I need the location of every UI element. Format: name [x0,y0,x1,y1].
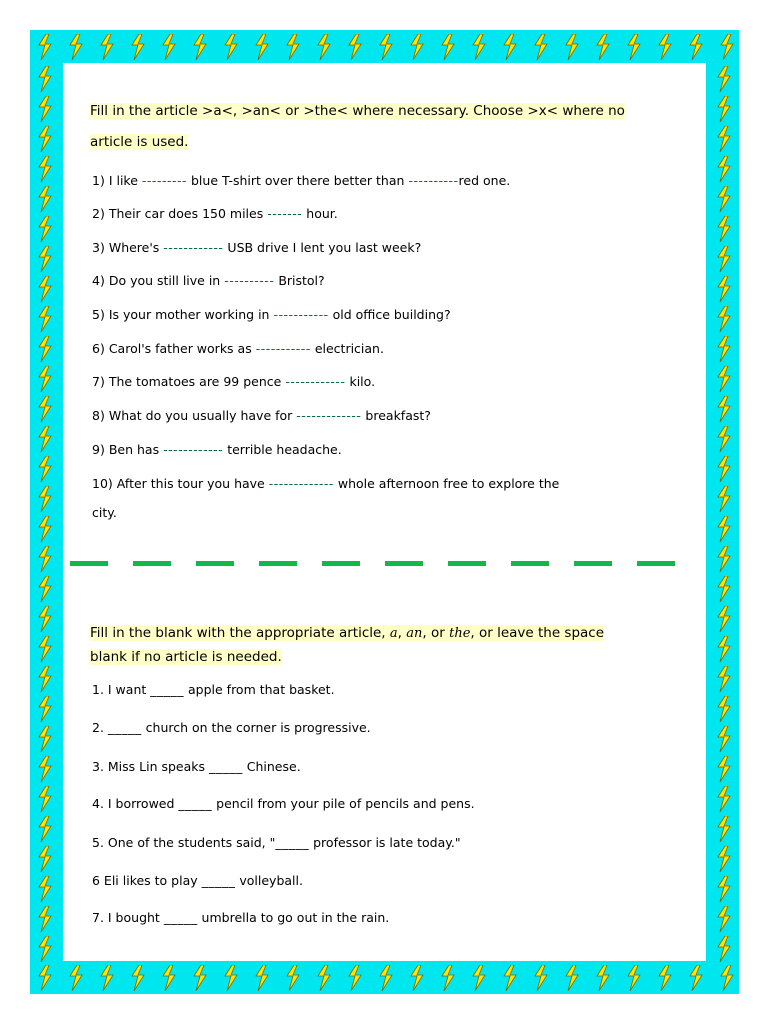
lightning-bolt-icon [717,666,731,692]
article-the: the [449,626,471,641]
answer-blank[interactable]: ----------- [273,307,329,322]
lightning-bolt-icon [348,965,362,991]
lightning-bolt-icon [717,306,731,332]
question-5 [92,307,451,322]
lightning-bolt-icon [534,965,548,991]
lightning-bolt-icon [717,186,731,212]
answer-blank[interactable]: _____ [209,759,243,774]
lightning-bolt-icon [286,34,300,60]
lightning-bolt-icon [193,34,207,60]
lightning-bolt-icon [658,965,672,991]
section-divider [70,561,700,567]
question-text-end: Bristol? [278,273,325,288]
lightning-bolt-icon [162,34,176,60]
question-text: Ben has [108,442,160,457]
question-text: Is your mother working in [108,307,270,322]
lightning-bolt-icon [286,965,300,991]
lightning-bolt-icon [717,66,731,92]
instruction2-line-2: blank if no article is needed. [90,649,282,665]
exercise-6 [92,873,303,888]
lightning-bolt-icon [38,606,52,632]
section1-instructions [90,95,690,157]
exercise-text-end: umbrella to go out in the rain. [201,910,390,925]
lightning-bolt-icon [596,34,610,60]
answer-blank-2[interactable]: ---------- [408,173,459,188]
question-4 [92,273,325,288]
lightning-bolt-icon [100,34,114,60]
lightning-bolt-icon [717,126,731,152]
instruction2-text-end: , or leave the space [470,625,605,641]
question-6 [92,341,384,356]
section2-instructions [90,621,690,668]
lightning-bolt-icon [162,965,176,991]
lightning-bolt-icon [224,965,238,991]
question-number: 1) [92,173,105,188]
question-8 [92,408,431,423]
instruction2-line-1 [90,625,604,641]
lightning-bolt-icon [38,756,52,782]
lightning-bolt-icon [38,696,52,722]
question-number: 3) [92,240,105,255]
lightning-bolt-icon [717,906,731,932]
answer-blank[interactable]: _____ [150,682,185,697]
divider-dash [196,561,234,566]
lightning-bolt-icon [717,96,731,122]
lightning-bolt-icon [565,34,579,60]
lightning-bolt-icon [717,606,731,632]
lightning-bolt-icon [717,396,731,422]
question-7 [92,374,375,389]
answer-blank[interactable]: ------- [267,206,303,221]
exercise-text: 5. One of the students said, " [92,835,276,850]
lightning-bolt-icon [255,34,269,60]
lightning-bolt-icon [38,396,52,422]
divider-dash [637,561,675,566]
question-text-end: hour. [306,206,338,221]
exercise-text: 3. Miss Lin speaks [92,759,206,774]
question-text: What do you usually have for [108,408,293,423]
question-10 [92,476,559,520]
question-number: 9) [92,442,105,457]
question-text: I like [108,173,138,188]
lightning-bolt-icon [717,246,731,272]
question-text: The tomatoes are 99 pence [108,374,282,389]
instruction-line-1: Fill in the article >a<, >an< or >the< where necessary. Choose >x< where no [90,103,625,119]
divider-dash [259,561,297,566]
exercise-text: 1. I want [92,682,147,697]
lightning-bolt-icon [100,965,114,991]
lightning-bolt-icon [503,34,517,60]
lightning-bolt-icon [38,276,52,302]
lightning-bolt-icon [69,965,83,991]
exercise-1 [92,682,335,697]
lightning-bolt-icon [38,216,52,242]
question-number: 5) [92,307,105,322]
divider-dash [574,561,612,566]
lightning-bolt-icon [38,576,52,602]
question-text-end: terrible headache. [227,442,342,457]
lightning-bolt-icon [38,306,52,332]
lightning-bolt-icon [717,516,731,542]
question-text: After this tour you have [116,476,265,491]
instruction-line-2: article is used. [90,134,189,150]
question-number: 10) [92,476,113,491]
question-1 [92,173,510,188]
exercise-text-end: Chinese. [246,759,301,774]
question-2 [92,206,338,221]
lightning-bolt-icon [38,906,52,932]
exercise-text: 6 Eli likes to play [92,873,198,888]
question-text: Carol's father works as [108,341,252,356]
lightning-bolt-icon [441,34,455,60]
exercise-text-end: apple from that basket. [188,682,335,697]
divider-dash [322,561,360,566]
lightning-bolt-icon [565,965,579,991]
lightning-bolt-icon [38,96,52,122]
question-text: Where's [108,240,160,255]
lightning-bolt-icon [720,965,734,991]
exercise-text-end: pencil from your pile of pencils and pens. [216,796,475,811]
divider-dash [511,561,549,566]
answer-blank[interactable]: _____ [275,835,310,850]
exercise-text-end: professor is late today." [313,835,461,850]
question-text-end: electrician. [314,341,384,356]
answer-blank[interactable]: ------------ [285,374,346,389]
answer-blank[interactable]: ------------ [163,442,224,457]
lightning-bolt-icon [410,965,424,991]
lightning-bolt-icon [627,965,641,991]
question-number: 6) [92,341,105,356]
divider-dash [70,561,108,566]
question-number: 8) [92,408,105,423]
question-continuation: city. [92,505,117,520]
instruction2-text: Fill in the blank with the appropriate article, [90,625,386,641]
answer-blank[interactable]: _____ [201,873,236,888]
lightning-bolt-icon [717,696,731,722]
exercise-7 [92,910,389,925]
lightning-bolt-icon [596,965,610,991]
exercise-2 [92,720,371,735]
answer-blank[interactable]: _____ [107,720,142,735]
answer-blank[interactable]: ----------- [255,341,311,356]
exercise-3 [92,759,301,774]
exercise-text: 7. I bought [92,910,160,925]
comma-or: , or [422,625,445,641]
question-9 [92,442,342,457]
lightning-bolt-icon [717,366,731,392]
exercise-text-end: volleyball. [239,873,303,888]
lightning-bolt-icon [627,34,641,60]
lightning-bolt-icon [534,34,548,60]
lightning-bolt-icon [224,34,238,60]
lightning-bolt-icon [38,126,52,152]
answer-blank[interactable]: ---------- [224,273,275,288]
question-text-end: USB drive I lent you last week? [227,240,422,255]
lightning-bolt-icon [717,426,731,452]
lightning-bolt-icon [717,336,731,362]
lightning-bolt-icon [720,34,734,60]
lightning-bolt-icon [717,456,731,482]
divider-dash [385,561,423,566]
question-text: Their car does 150 miles [108,206,264,221]
lightning-bolt-icon [38,936,52,962]
lightning-bolt-icon [38,66,52,92]
lightning-bolt-icon [717,816,731,842]
question-text-end: blue T-shirt over there better than [191,173,405,188]
answer-blank[interactable]: _____ [163,910,198,925]
question-text-end: whole afternoon free to explore the [337,476,560,491]
lightning-bolt-icon [717,936,731,962]
lightning-bolt-icon [379,34,393,60]
divider-dash [133,561,171,566]
lightning-bolt-icon [38,786,52,812]
lightning-bolt-icon [38,876,52,902]
lightning-bolt-icon [38,246,52,272]
lightning-bolt-icon [38,636,52,662]
lightning-bolt-icon [38,486,52,512]
question-number: 7) [92,374,105,389]
lightning-bolt-icon [472,965,486,991]
lightning-bolt-icon [38,816,52,842]
lightning-bolt-icon [38,336,52,362]
lightning-bolt-icon [472,34,486,60]
lightning-bolt-icon [410,34,424,60]
lightning-bolt-icon [193,965,207,991]
lightning-bolt-icon [69,34,83,60]
lightning-bolt-icon [38,366,52,392]
lightning-bolt-icon [131,34,145,60]
question-text: Do you still live in [108,273,221,288]
question-text-end: breakfast? [365,408,431,423]
lightning-bolt-icon [38,456,52,482]
lightning-bolt-icon [658,34,672,60]
answer-blank[interactable]: --------- [141,173,188,188]
lightning-bolt-icon [717,546,731,572]
question-text-end: old office building? [332,307,451,322]
lightning-bolt-icon [717,576,731,602]
lightning-bolt-icon [317,34,331,60]
lightning-bolt-icon [38,965,52,991]
lightning-bolt-icon [441,965,455,991]
lightning-bolt-icon [131,965,145,991]
lightning-bolt-icon [38,156,52,182]
lightning-bolt-icon [717,756,731,782]
lightning-bolt-icon [717,786,731,812]
lightning-bolt-icon [717,636,731,662]
lightning-bolt-icon [717,846,731,872]
lightning-bolt-icon [717,276,731,302]
lightning-bolt-icon [689,34,703,60]
lightning-bolt-icon [38,846,52,872]
article-a: a [389,626,398,641]
question-number: 4) [92,273,105,288]
lightning-bolt-icon [38,186,52,212]
lightning-bolt-icon [717,156,731,182]
lightning-bolt-icon [689,965,703,991]
question-text-end-2: red one. [458,173,511,188]
comma: , [397,625,402,641]
lightning-bolt-icon [503,965,517,991]
lightning-bolt-icon [379,965,393,991]
lightning-bolt-icon [38,726,52,752]
lightning-bolt-icon [717,726,731,752]
lightning-bolt-icon [38,516,52,542]
answer-blank[interactable]: ------------ [163,240,224,255]
question-text-end: kilo. [349,374,376,389]
article-an: an [406,626,423,641]
lightning-bolt-icon [348,34,362,60]
exercise-5 [92,835,461,850]
lightning-bolt-icon [255,965,269,991]
answer-blank[interactable]: ------------- [296,408,362,423]
lightning-bolt-icon [717,876,731,902]
exercise-text-end: church on the corner is progressive. [145,720,371,735]
question-3 [92,240,421,255]
answer-blank[interactable]: _____ [178,796,213,811]
lightning-bolt-icon [38,426,52,452]
question-number: 2) [92,206,105,221]
exercise-text: 2. [92,720,104,735]
lightning-bolt-icon [717,216,731,242]
exercise-4 [92,796,475,811]
exercise-text: 4. I borrowed [92,796,175,811]
divider-dash [448,561,486,566]
lightning-bolt-icon [38,666,52,692]
lightning-bolt-icon [317,965,331,991]
answer-blank[interactable]: ------------- [268,476,334,491]
lightning-bolt-icon [38,34,52,60]
lightning-bolt-icon [717,486,731,512]
lightning-bolt-icon [38,546,52,572]
